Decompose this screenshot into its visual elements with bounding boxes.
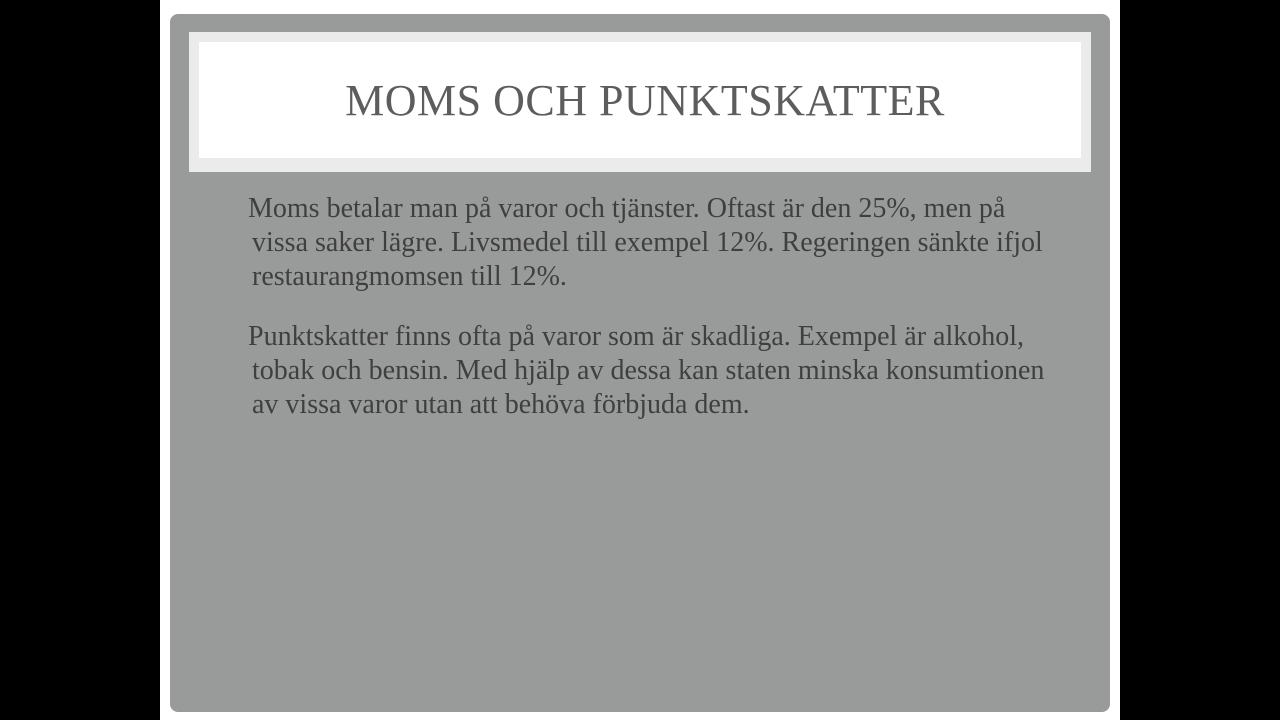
paragraph-moms: Moms betalar man på varor och tjänster. Oftast är den 25%, men på vissa saker lägre. Livsmedel till exempel 12%. Regeringen sänkte ifjol restaurangmomsen till 12%. [248,193,1043,292]
presentation-stage [160,0,1120,720]
slide-body [248,192,1068,448]
slide-title: MOMS OCH PUNKTSKATTER [345,75,945,125]
slide [170,14,1110,712]
title-box [199,42,1081,158]
title-band [189,32,1091,172]
paragraph-punktskatter: Punktskatter finns ofta på varor som är skadliga. Exempel är alkohol, tobak och bensin. Med hjälp av dessa kan staten minska konsumtionen av vissa varor utan att behöva förbjuda dem. [248,321,1045,420]
